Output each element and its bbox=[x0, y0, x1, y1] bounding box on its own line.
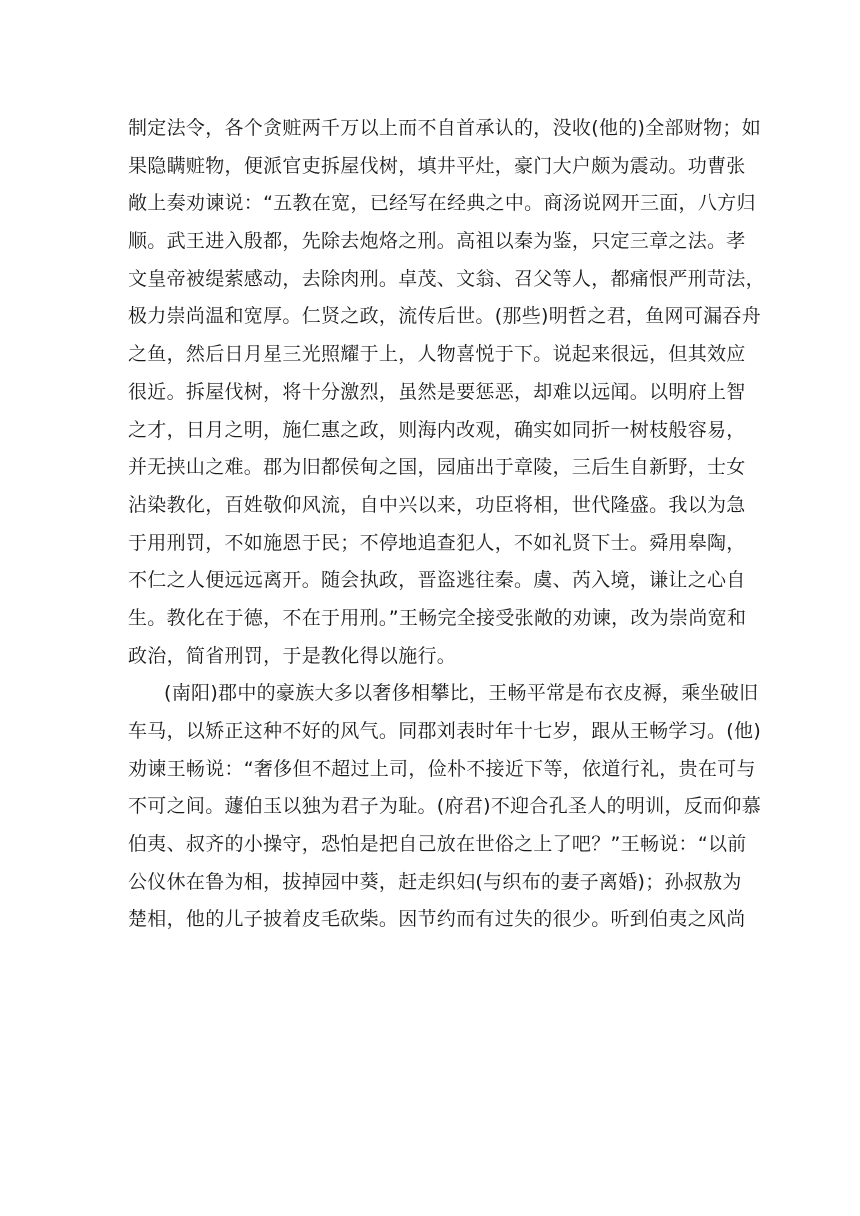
document-body bbox=[128, 110, 765, 939]
text-line: 楚相，他的儿子披着皮毛砍柴。因节约而有过失的很少。听到伯夷之风尚 bbox=[128, 908, 746, 931]
text-line: 文皇帝被缇萦感动，去除肉刑。卓茂、文翁、召父等人，都痛恨严刑苛法， bbox=[128, 267, 765, 290]
text-line: 生。教化在于德，不在于用刑。”王畅完全接受张敞的劝谏，改为崇尚宽和 bbox=[128, 606, 747, 629]
text-line: 于用刑罚，不如施恩于民；不停地追查犯人，不如礼贤下士。舜用皋陶， bbox=[128, 531, 746, 554]
text-line: 伯夷、叔齐的小操守，恐怕是把自己放在世俗之上了吧？”王畅说：“以前 bbox=[128, 833, 747, 856]
paragraph-start-line: (南阳)郡中的豪族大多以奢侈相攀比，王畅平常是布衣皮褥，乘坐破旧 bbox=[164, 682, 759, 705]
text-line: 敞上奏劝谏说：“五教在宽，已经写在经典之中。商汤说网开三面，八方归 bbox=[128, 192, 756, 215]
text-line: 不可之间。蘧伯玉以独为君子为耻。(府君)不迎合孔圣人的明训，反而仰慕 bbox=[128, 795, 762, 818]
text-line: 之鱼，然后日月星三光照耀于上，人物喜悦于下。说起来很远，但其效应 bbox=[128, 343, 746, 366]
text-line: 制定法令，各个贪赃两千万以上而不自首承认的，没收(他的)全部财物；如 bbox=[128, 117, 762, 139]
text-line: 顺。武王进入殷都，先除去炮烙之刑。高祖以秦为鉴，只定三章之法。孝 bbox=[128, 230, 746, 253]
text-line: 沾染教化，百姓敬仰风流，自中兴以来，功臣将相，世代隆盛。我以为急 bbox=[128, 493, 746, 516]
text-line: 并无挟山之难。郡为旧都侯甸之国，园庙出于章陵，三后生自新野，士女 bbox=[128, 456, 746, 479]
text-line: 极力崇尚温和宽厚。仁贤之政，流传后世。(那些)明哲之君，鱼网可漏吞舟 bbox=[128, 305, 762, 328]
text-line: 车马，以矫正这种不好的风气。同郡刘表时年十七岁，跟从王畅学习。(他) bbox=[128, 720, 762, 742]
text-line: 果隐瞒赃物，便派官吏拆屋伐树，填井平灶，豪门大户颇为震动。功曹张 bbox=[128, 154, 746, 177]
text-line: 公仪休在鲁为相，拔掉园中葵，赶走织妇(与织布的妻子离婚)；孙叔敖为 bbox=[128, 870, 742, 893]
text-line: 之才，日月之明，施仁惠之政，则海内改观，确实如同折一树枝般容易， bbox=[128, 418, 746, 441]
text-line: 不仁之人便远远离开。随会执政，晋盗逃往秦。虞、芮入境，谦让之心自 bbox=[128, 569, 746, 592]
text-line: 劝谏王畅说：“奢侈但不超过上司，俭朴不接近下等，依道行礼，贵在可与 bbox=[128, 757, 756, 780]
text-line: 政治，简省刑罚，于是教化得以施行。 bbox=[128, 644, 457, 667]
text-line: 很近。拆屋伐树，将十分激烈，虽然是要惩恶，却难以远闻。以明府上智 bbox=[128, 380, 746, 403]
